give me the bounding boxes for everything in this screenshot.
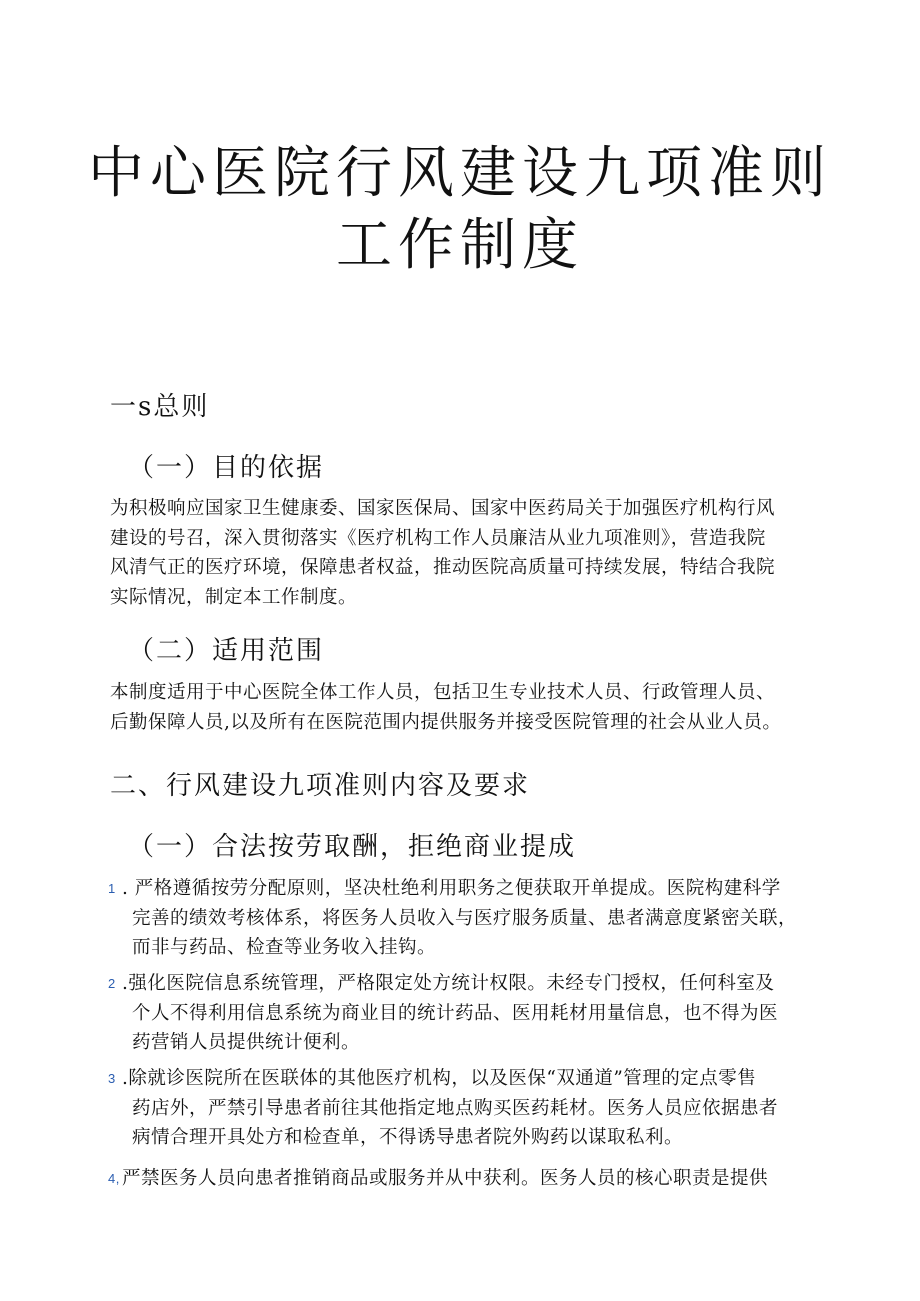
section-1-sub-2-paragraph: [110, 678, 820, 737]
list-item: [108, 874, 820, 963]
list-item-line: 药营销人员提供统计便利。: [132, 1032, 361, 1053]
list-item-number: 3: [108, 1071, 116, 1086]
document-title-line-1: 中心医院行风建设九项准则: [88, 141, 832, 206]
paragraph-line: 风清气正的医疗环境，保障患者权益，推动医院高质量可持续发展，特结合我院: [110, 557, 776, 578]
paragraph-line: 本制度适用于中心医院全体工作人员，包括卫生专业技术人员、行政管理人员、: [110, 682, 776, 703]
section-1-sub-1-paragraph: [110, 494, 820, 612]
list-item-line: 病情合理开具处方和检查单，不得诱导患者院外购药以谋取私利。: [132, 1127, 684, 1148]
list-item-line: 严禁医务人员向患者推销商品或服务并从中获利。医务人员的核心职责是提供: [122, 1168, 769, 1189]
document-title-line-2: 工作制度: [336, 213, 584, 278]
list-item-number: 1: [108, 881, 116, 896]
list-item-number: 2: [108, 976, 116, 991]
list-item: [108, 969, 820, 1058]
section-1-sub-1-heading: （一）目的依据: [128, 453, 325, 483]
list-item-line: . 严格遵循按劳分配原则，坚决杜绝利用职务之便获取开单提成。医院构建科学: [122, 878, 781, 899]
list-item-number: 4,: [108, 1171, 120, 1186]
paragraph-line: 后勤保障人员,以及所有在医院范围内提供服务并接受医院管理的社会从业人员。: [110, 711, 782, 733]
section-1-heading: 一s总则: [110, 392, 210, 422]
paragraph-line: 为积极响应国家卫生健康委、国家医保局、国家中医药局关于加强医疗机构行风: [110, 498, 776, 519]
list-item-line: .强化医院信息系统管理，严格限定处方统计权限。未经专门授权，任何科室及: [122, 973, 775, 994]
section-1-sub-2-heading: （二）适用范围: [128, 636, 325, 666]
list-item-line: 完善的绩效考核体系，将医务人员收入与医疗服务质量、患者满意度紧密关联，: [132, 907, 798, 929]
list-item-line: 药店外，严禁引导患者前往其他指定地点购买医药耗材。医务人员应依据患者: [132, 1097, 779, 1119]
paragraph-line: 建设的号召，深入贯彻落实《医疗机构工作人员廉洁从业九项准则》，营造我院: [110, 527, 766, 549]
paragraph-line: 实际情况，制定本工作制度。: [110, 586, 358, 608]
section-2-heading: 二、行风建设九项准则内容及要求: [110, 771, 531, 801]
section-2-sub-1-heading: （一）合法按劳取酬，拒绝商业提成: [128, 832, 577, 862]
list-item: [108, 1064, 820, 1153]
list-item: [108, 1164, 820, 1194]
list-item-line: .除就诊医院所在医联体的其他医疗机构，以及医保“双通道”管理的定点零售: [122, 1068, 757, 1089]
list-item-line: 而非与药品、检查等业务收入挂钩。: [132, 937, 437, 958]
list-item-line: 个人不得利用信息系统为商业目的统计药品、医用耗材用量信息，也不得为医: [132, 1002, 779, 1024]
